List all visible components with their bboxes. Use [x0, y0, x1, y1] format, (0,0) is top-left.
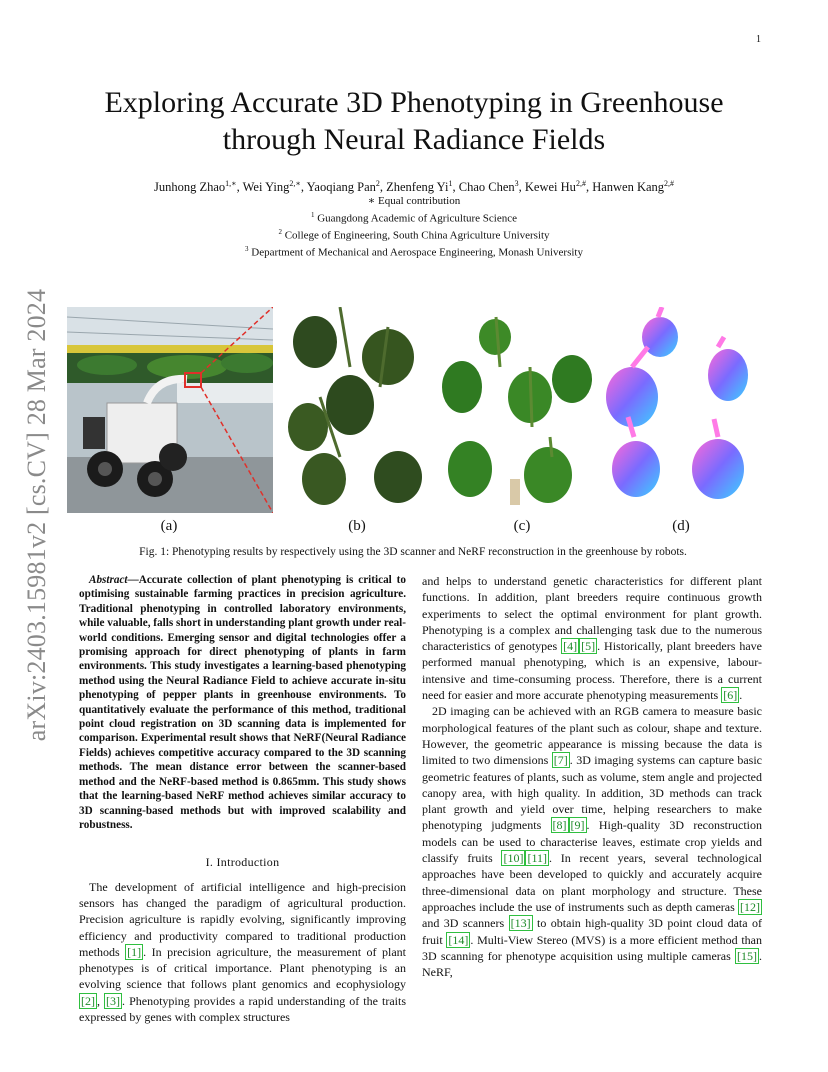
abstract: [79, 573, 406, 832]
author: [243, 180, 301, 194]
author-name: Zhenfeng Yi: [386, 180, 449, 195]
body-text: . In precision agriculture, the measurement of plant phenotypes is of critical importance. Plant phenotyping is an evolving science that follows plant genomics and ecophysiology: [79, 944, 406, 992]
affiliation-list: [60, 209, 768, 261]
affiliation-line: [60, 226, 768, 243]
right-paragraph-2: [422, 703, 762, 980]
citation-link[interactable]: [11]: [527, 851, 548, 866]
author-affiliation-mark: 2,∗: [289, 179, 301, 188]
section-heading-introduction: I. Introduction: [205, 855, 280, 870]
body-text: The development of artificial intelligence and high-precision sensors has changed the paradigm of agricultural production. Precision agriculture is rapidly evolving, significantly improving efficiency and productivity compared to traditional production methods: [79, 879, 406, 959]
author: [459, 180, 519, 194]
author-name: Wei Ying: [242, 180, 290, 195]
citation-link[interactable]: [13]: [510, 916, 531, 931]
figure-panel-a: [67, 307, 273, 513]
author: [592, 180, 674, 194]
citation-link[interactable]: [7]: [553, 753, 568, 768]
figure-caption: Fig. 1: Phenotyping results by respectively using the 3D scanner and NeRF reconstruction in the greenhouse by robots.: [139, 546, 687, 558]
body-text: and 3D scanners: [422, 916, 509, 931]
right-column: [422, 573, 762, 980]
citation-link[interactable]: [8]: [552, 818, 567, 833]
citation-link[interactable]: [5]: [581, 639, 596, 654]
normal-map-image: [598, 307, 759, 513]
body-text: ,: [97, 993, 105, 1008]
body-text: . High-quality 3D reconstruction models can be used to characterise leaves, estimate crop yields and classify fruits: [422, 818, 762, 866]
left-column: [79, 573, 406, 1025]
author-list: Junhong Zhao$^{1,∗}$, Wei Ying$^{2,∗}$, Yaoqiang Pan$^2$, Zhenfeng Yi$^1$, Chao Chen$^3$, Kewei $Hu^{2,\#}$, Hanwen Kang$^{2,\#}$: [153, 179, 675, 195]
author-name: Chao Chen: [458, 180, 515, 195]
author-name: Kewei Hu: [524, 180, 576, 195]
author-affiliation-mark: 2,#: [664, 179, 675, 188]
body-text: 2D imaging can be achieved with an RGB camera to measure basic morphological features of the plant such as colour, shape and texture. However, the geometric appearance is missing because the data is limited to two dimensions: [422, 704, 762, 768]
affiliation-mark: 3: [245, 245, 249, 254]
affiliation-line: [60, 209, 768, 226]
author: [525, 180, 586, 194]
author-name: Hanwen Kang: [592, 180, 665, 195]
affiliation-line: [60, 243, 768, 260]
figure-panel-d: [598, 307, 759, 513]
figure-sublabel-a: (a): [160, 518, 178, 534]
affiliation-text: Department of Mechanical and Aerospace Engineering, Monash University: [248, 246, 583, 259]
citation-link[interactable]: [2]: [81, 993, 95, 1008]
figure-sublabel-c: (c): [513, 518, 531, 534]
scanner-point-cloud-image: [280, 307, 435, 513]
affiliation-text: College of Engineering, South China Agriculture University: [281, 229, 550, 242]
author-affiliation-mark: 2,#: [575, 179, 586, 188]
introduction-paragraph-1: [79, 879, 406, 1026]
page-number: 1: [756, 34, 761, 45]
body-text: to obtain high-quality 3D point cloud data of fruit: [422, 916, 762, 947]
arxiv-stamp-text: arXiv:2403.15981v2 [cs.CV] 28 Mar 2024: [22, 288, 51, 742]
body-text: . Phenotyping provides a rapid understanding of the traits expressed by genes with complex structures: [79, 993, 406, 1024]
author: [307, 180, 380, 194]
author-name: Junhong Zhao: [153, 180, 226, 195]
figure-1: [67, 307, 759, 513]
abstract-label: Abstract: [89, 574, 128, 586]
citation-link[interactable]: [3]: [106, 993, 121, 1008]
figure-sublabel-d: (d): [672, 518, 690, 534]
affiliation-mark: 2: [278, 227, 282, 236]
citation-link[interactable]: [10]: [503, 851, 524, 866]
affiliation-text: Guangdong Academic of Agriculture Science: [314, 212, 518, 225]
author-affiliation-mark: 2: [375, 179, 380, 188]
author-name: Yaoqiang Pan: [306, 180, 376, 195]
body-text: . Multi-View Stereo (MVS) is a more efficient method than 3D scanning for phenotype acquisition using multiple cameras: [422, 932, 762, 963]
author: [386, 180, 452, 194]
body-text: . In recent years, several technological approaches have been developed to quickly and accurately acquire three-dimensional data on plant morphology and structure. These approaches include the use of instruments such as depth cameras: [422, 851, 762, 914]
body-text: and helps to understand genetic characteristics for different plant functions. In addition, plant breeders require continuous growth experiments to select the optimal environment for plant growth. Phenotyping is a complex and challenging task due to the numerous characteristics of genotypes: [422, 574, 762, 654]
citation-link[interactable]: [15]: [737, 948, 757, 963]
figure-panel-b: [280, 307, 435, 513]
body-text: . Historically, plant breeders have performed manual phenotyping, which is an expensive, labour-intensive and time-consuming process. Therefore, there is a current need for easier and more accurate phenotyping measurements: [422, 639, 762, 703]
author-affiliation-mark: 1,∗: [225, 179, 237, 188]
figure-panel-c: [440, 307, 596, 513]
author: [154, 180, 237, 194]
affiliation-mark: 1: [310, 210, 315, 219]
body-text: .: [739, 688, 743, 703]
paper-title: Exploring Accurate 3D Phenotyping in Greenhouse through Neural Radiance Fields: [104, 86, 724, 156]
arxiv-stamp: [14, 280, 60, 750]
author-affiliation-mark: 1: [448, 179, 453, 188]
greenhouse-robot-image: [67, 307, 273, 513]
citation-link[interactable]: [12]: [740, 899, 760, 914]
right-paragraph-1: [422, 573, 762, 703]
citation-link[interactable]: [6]: [723, 688, 738, 703]
abstract-text: —Accurate collection of plant phenotyping is critical to optimising sustainable farming practices in precision agriculture. Traditional phenotyping in controlled laboratory environments, while valuable, falls short in understanding plant growth under real-world conditions. Emerging sensor and digital technologies offer a promising approach for direct phenotyping of plants in farm environments. This study investigates a learning-based phenotyping method using the Neural Radiance Field to achieve accurate in-situ phenotyping of pepper plants in greenhouse environments. To quantitatively evaluate the performance of this method, traditional point cloud registration on 3D scanning data is implemented for comparison. Experimental result shows that NeRF(Neural Radiance Fields) achieves competitive accuracy compared to the 3D scanning methods. The mean distance error between the scanner-based method and the NeRF-based method is 0.865mm. This study shows that the learning-based NeRF method achieves similar accuracy to 3D scanning-based methods but with improved scalability and robustness.: [79, 574, 406, 831]
equal-contribution-note: ∗ Equal contribution: [367, 195, 461, 207]
body-text: . 3D imaging systems can capture basic geometric features of plants, such as volume, stem angle and projected canopy area, with high quality. In addition, 3D methods can track plant growth and yield over time, helping researchers to make phenotyping judgments: [422, 753, 762, 833]
nerf-reconstruction-image: [440, 307, 596, 513]
affiliations: [60, 195, 768, 260]
figure-sublabel-b: (b): [348, 518, 366, 534]
body-text: . NeRF,: [422, 948, 762, 980]
citation-link[interactable]: [1]: [127, 944, 142, 959]
citation-link[interactable]: [9]: [570, 818, 585, 833]
citation-link[interactable]: [14]: [448, 932, 469, 947]
author-affiliation-mark: 3: [514, 179, 519, 188]
citation-link[interactable]: [4]: [563, 639, 578, 654]
